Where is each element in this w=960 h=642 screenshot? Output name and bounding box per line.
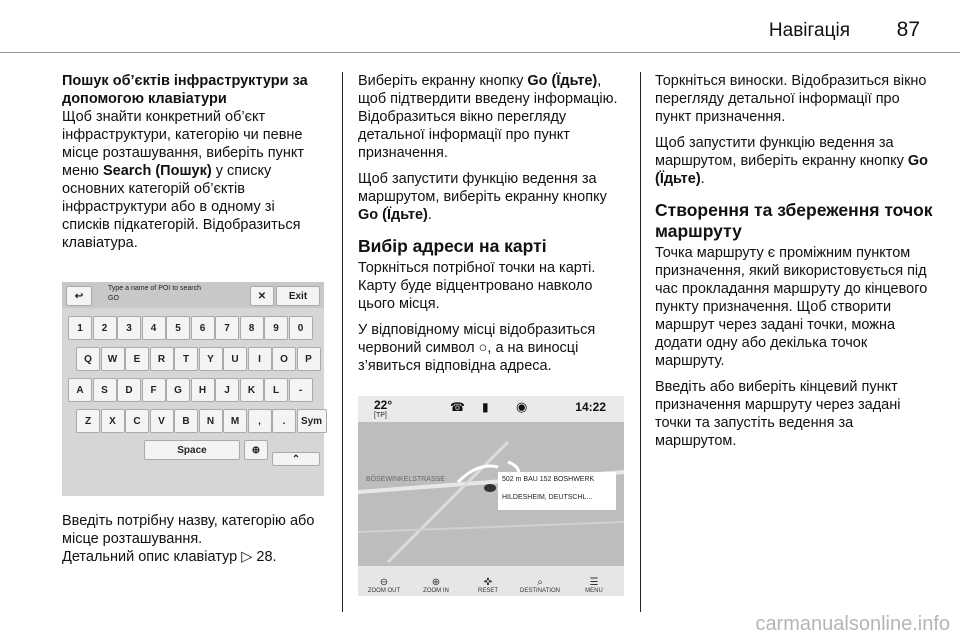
keyboard-key[interactable]: 6 (191, 316, 215, 340)
keyboard-key[interactable]: A (68, 378, 92, 402)
keyboard-key[interactable]: 4 (142, 316, 166, 340)
keyboard-key[interactable]: K (240, 378, 264, 402)
keyboard-key[interactable]: G (166, 378, 190, 402)
keyboard-screenshot (62, 282, 324, 496)
tp-indicator: [TP] (374, 412, 387, 419)
callout-distance: 502 m BAU 152 BOSHWERK (502, 476, 595, 483)
keyboard-key[interactable]: V (150, 409, 174, 433)
keyboard-key[interactable]: 2 (93, 316, 117, 340)
keyboard-key[interactable]: C (125, 409, 149, 433)
vehicle-position-icon (484, 484, 496, 492)
crosshair-icon: ✜ (483, 577, 493, 588)
paragraph: Торкніться потрібної точки на карті. Карту буде відцентровано навколо цього місця. (358, 260, 596, 312)
space-key[interactable]: Space (144, 440, 240, 460)
map-screenshot (358, 396, 624, 596)
paragraph: Точка маршруту є проміжним пунктом призначення, який використовується під час прокладання маршруту до кінцевого пункту призначення. Щоб створити маршрут через задані точки, можна додати одну або декілька точок маршруту. (655, 245, 928, 369)
search-placeholder[interactable]: Type a name of POI to search (108, 285, 201, 292)
keyboard-key[interactable]: 1 (68, 316, 92, 340)
keyboard-key[interactable]: - (289, 378, 313, 402)
address-callout[interactable] (498, 472, 616, 510)
go-label[interactable]: GO (108, 295, 119, 302)
go-button-ref: Go (Їдьте) (527, 73, 598, 89)
map-screen[interactable] (358, 396, 624, 596)
keyboard-key[interactable]: E (125, 347, 149, 371)
keyboard-key[interactable]: 5 (166, 316, 190, 340)
keyboard-key[interactable]: Sym (297, 409, 327, 433)
column-1 (62, 72, 324, 260)
exit-button[interactable]: Exit (276, 286, 320, 306)
column-2 (358, 72, 626, 383)
keyboard-key[interactable]: Z (76, 409, 100, 433)
phone-icon[interactable]: ☎ (450, 400, 465, 414)
navigation-icon[interactable]: ◉ (516, 399, 528, 414)
keyboard-key[interactable]: Y (199, 347, 223, 371)
keyboard-key[interactable]: B (174, 409, 198, 433)
destination-button[interactable]: ⌕ DESTINATION (514, 577, 566, 594)
circle-symbol-icon: ○ (478, 340, 488, 356)
keyboard-key[interactable]: X (101, 409, 125, 433)
map-status-bar (358, 396, 624, 422)
column-divider (640, 72, 641, 612)
keyboard-key[interactable]: H (191, 378, 215, 402)
paragraph: Щоб запустити функцію ведення за маршрутом, виберіть екранну кнопку Go (Їдьте). (655, 135, 928, 187)
callout-address: HILDESHEIM, DEUTSCHL... (502, 494, 593, 501)
back-icon[interactable]: ↩ (66, 286, 92, 306)
zoom-in-button[interactable]: ⊕ ZOOM IN (410, 577, 462, 594)
column-1-bottom (62, 512, 324, 574)
paragraph: Щоб запустити функцію ведення за маршрутом, виберіть екранну кнопку Go (Їдьте). (358, 171, 607, 223)
clear-icon[interactable]: ✕ (250, 286, 274, 306)
keyboard-key[interactable]: J (215, 378, 239, 402)
keyboard-key[interactable]: 9 (264, 316, 288, 340)
watermark: carmanualsonline.info (755, 613, 950, 635)
paragraph: У відповідному місці відобразиться червоний символ ○, а на виносці з’явиться відповідна адреса. (358, 322, 596, 374)
heading-waypoints: Створення та збереження точок маршруту (655, 200, 933, 241)
column-3 (655, 72, 933, 458)
go-button-ref: Go (Їдьте) (358, 207, 428, 223)
heading-poi-keyboard: Пошук об’єктів інфраструктури за допомогою клавіатури (62, 73, 308, 107)
globe-icon[interactable]: ⊕ (244, 440, 268, 460)
paragraph: Виберіть екранну кнопку Go (Їдьте), щоб підтвердити введену інформацію. Відобразиться вікно перегляду детальної інформації про пункт призначення. (358, 73, 618, 161)
keyboard-key[interactable]: T (174, 347, 198, 371)
keyboard-key[interactable]: 3 (117, 316, 141, 340)
keyboard-key[interactable]: Q (76, 347, 100, 371)
menu-icon: ☰ (589, 577, 599, 588)
paragraph: Введіть або виберіть кінцевий пункт призначення маршруту через задані точки та запустіть ведення за маршрутом. (655, 379, 901, 449)
menu-label: Search (Пошук) (102, 163, 212, 179)
search-bar (62, 282, 324, 308)
keyboard-key[interactable]: U (223, 347, 247, 371)
media-icon[interactable]: ▮ (482, 400, 489, 414)
reset-button[interactable]: ✜ RESET (462, 577, 514, 594)
keyboard-key[interactable]: D (117, 378, 141, 402)
column-divider (342, 72, 343, 612)
map-controls (358, 566, 624, 596)
go-button-ref: Go (Їдьте) (655, 153, 928, 187)
keyboard-key[interactable]: L (264, 378, 288, 402)
keyboard-key[interactable]: . (272, 409, 296, 433)
keyboard-key[interactable]: O (272, 347, 296, 371)
keyboard-key[interactable]: 8 (240, 316, 264, 340)
zoom-in-icon: ⊕ (431, 577, 441, 588)
clock: 14:22 (575, 400, 606, 414)
heading-map-address: Вибір адреси на карті (358, 236, 547, 256)
keyboard-key[interactable]: R (150, 347, 174, 371)
menu-button[interactable]: ☰ MENU (568, 577, 620, 594)
keyboard-key[interactable]: F (142, 378, 166, 402)
zoom-out-button[interactable]: ⊖ ZOOM OUT (358, 577, 410, 594)
keyboard-screen (62, 282, 324, 496)
keyboard-key[interactable]: W (101, 347, 125, 371)
keyboard-key[interactable]: N (199, 409, 223, 433)
chevron-up-icon[interactable]: ⌃ (272, 452, 320, 466)
keyboard-key[interactable]: S (93, 378, 117, 402)
zoom-out-icon: ⊖ (379, 577, 389, 588)
paragraph: Торкніться виноски. Відобразиться вікно перегляду детальної інформації про пункт призначення. (655, 73, 927, 125)
keyboard-key[interactable]: M (223, 409, 247, 433)
section-title: Навігація (768, 20, 850, 41)
keyboard-key[interactable]: 7 (215, 316, 239, 340)
header-divider (0, 52, 960, 53)
keyboard-key[interactable]: I (248, 347, 272, 371)
temperature: 22° (374, 398, 393, 412)
keyboard-key[interactable]: , (248, 409, 272, 433)
page-number: 87 (896, 18, 920, 41)
keyboard-key[interactable]: 0 (289, 316, 313, 340)
paragraph: Щоб знайти конкретний об’єкт інфраструктури, категорію чи певне місце розташування, виберіть пункт меню Search (Пошук) у списку основних категорій об’єктів інфраструктури або в одному зі списків підкатегорій. Відобразиться клавіатура. (62, 109, 305, 251)
paragraph: Введіть потрібну назву, категорію або місце розташування. Детальний опис клавіатур ▷ 28. (62, 513, 315, 565)
search-icon: ⌕ (537, 577, 543, 588)
street-name: BÖSEWINKELSTRASSE (366, 476, 445, 483)
keyboard-key[interactable]: P (297, 347, 321, 371)
arrow-ref-icon: ▷ (241, 549, 257, 565)
